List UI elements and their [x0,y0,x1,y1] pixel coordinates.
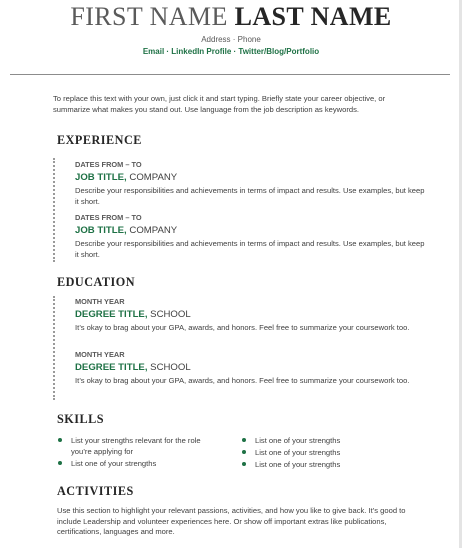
education-description[interactable]: It’s okay to brag about your GPA, awards, and honors. Feel free to summarize your coursework too. [75,323,410,332]
skill-item[interactable] [241,447,411,458]
education-timeline [53,296,55,400]
education-heading[interactable]: EDUCATION [57,275,136,289]
experience-entry[interactable] [75,160,425,207]
skill-item[interactable] [241,459,411,470]
skills-list-left [57,435,222,470]
degree-separator: , [144,362,148,373]
bullet-icon [58,461,62,465]
experience-timeline [53,158,55,262]
candidate-name[interactable] [0,2,462,32]
activities-heading[interactable]: ACTIVITIES [57,484,134,498]
bullet-icon [242,438,246,442]
degree-title[interactable]: DEGREE TITLE [75,309,145,320]
first-name[interactable]: FIRST NAME [70,2,228,31]
education-entry[interactable] [75,297,425,333]
experience-dates[interactable]: DATES FROM – TO [75,213,142,222]
skill-text[interactable]: List one of your strengths [255,460,341,469]
skill-text[interactable]: List one of your strengths [255,436,341,445]
school-name[interactable]: SCHOOL [147,309,191,320]
contact-line[interactable]: Address · Phone [201,35,261,44]
experience-dates[interactable]: DATES FROM – TO [75,160,142,169]
bullet-icon [242,462,246,466]
skill-text[interactable]: List one of your strengths [71,459,157,468]
education-date[interactable]: MONTH YEAR [75,350,125,359]
role-separator: , [124,225,127,236]
school-name[interactable]: SCHOOL [147,362,191,373]
role-separator: , [124,172,127,183]
education-degree-line[interactable] [75,361,425,374]
skills-list-right [241,435,411,471]
education-description[interactable]: It’s okay to brag about your GPA, awards, and honors. Feel free to summarize your coursework too. [75,376,410,385]
objective-text[interactable]: To replace this text with your own, just click it and start typing. Briefly state your career objective, or summarize what makes you stand out. Use language from the job description as keywords. [53,94,386,114]
bullet-icon [58,438,62,442]
company-name[interactable]: COMPANY [126,225,178,236]
experience-heading[interactable]: EXPERIENCE [57,133,142,147]
skill-text[interactable]: List your strengths relevant for the role you’re applying for [71,436,201,456]
job-title[interactable]: JOB TITLE [75,172,125,183]
education-date[interactable]: MONTH YEAR [75,297,125,306]
skills-heading[interactable]: SKILLS [57,412,105,426]
skill-item[interactable] [57,458,222,469]
experience-description[interactable]: Describe your responsibilities and achievements in terms of impact and results. Use examples, but keep it short. [75,186,425,206]
experience-role[interactable] [75,224,425,237]
profile-links[interactable]: Email · LinkedIn Profile · Twitter/Blog/Portfolio [142,47,320,56]
education-entry[interactable] [75,350,425,386]
job-title[interactable]: JOB TITLE [75,225,125,236]
experience-entry[interactable] [75,213,425,260]
experience-description[interactable]: Describe your responsibilities and achievements in terms of impact and results. Use examples, but keep it short. [75,239,425,259]
company-name[interactable]: COMPANY [126,172,178,183]
degree-separator: , [144,309,148,320]
bullet-icon [242,450,246,454]
education-degree-line[interactable] [75,308,425,321]
last-name[interactable]: LAST NAME [234,2,392,31]
skill-item[interactable] [57,435,222,457]
skill-item[interactable] [241,435,411,446]
degree-title[interactable]: DEGREE TITLE [75,362,145,373]
header-divider [10,74,450,75]
resume-header [0,0,462,57]
skill-text[interactable]: List one of your strengths [255,448,341,457]
activities-text[interactable]: Use this section to highlight your relevant passions, activities, and how you like to give back. It’s good to include Leadership and volunteer experiences here. Or show off important extras like publications, certifications, languages and more. [57,506,406,537]
experience-role[interactable] [75,171,425,184]
